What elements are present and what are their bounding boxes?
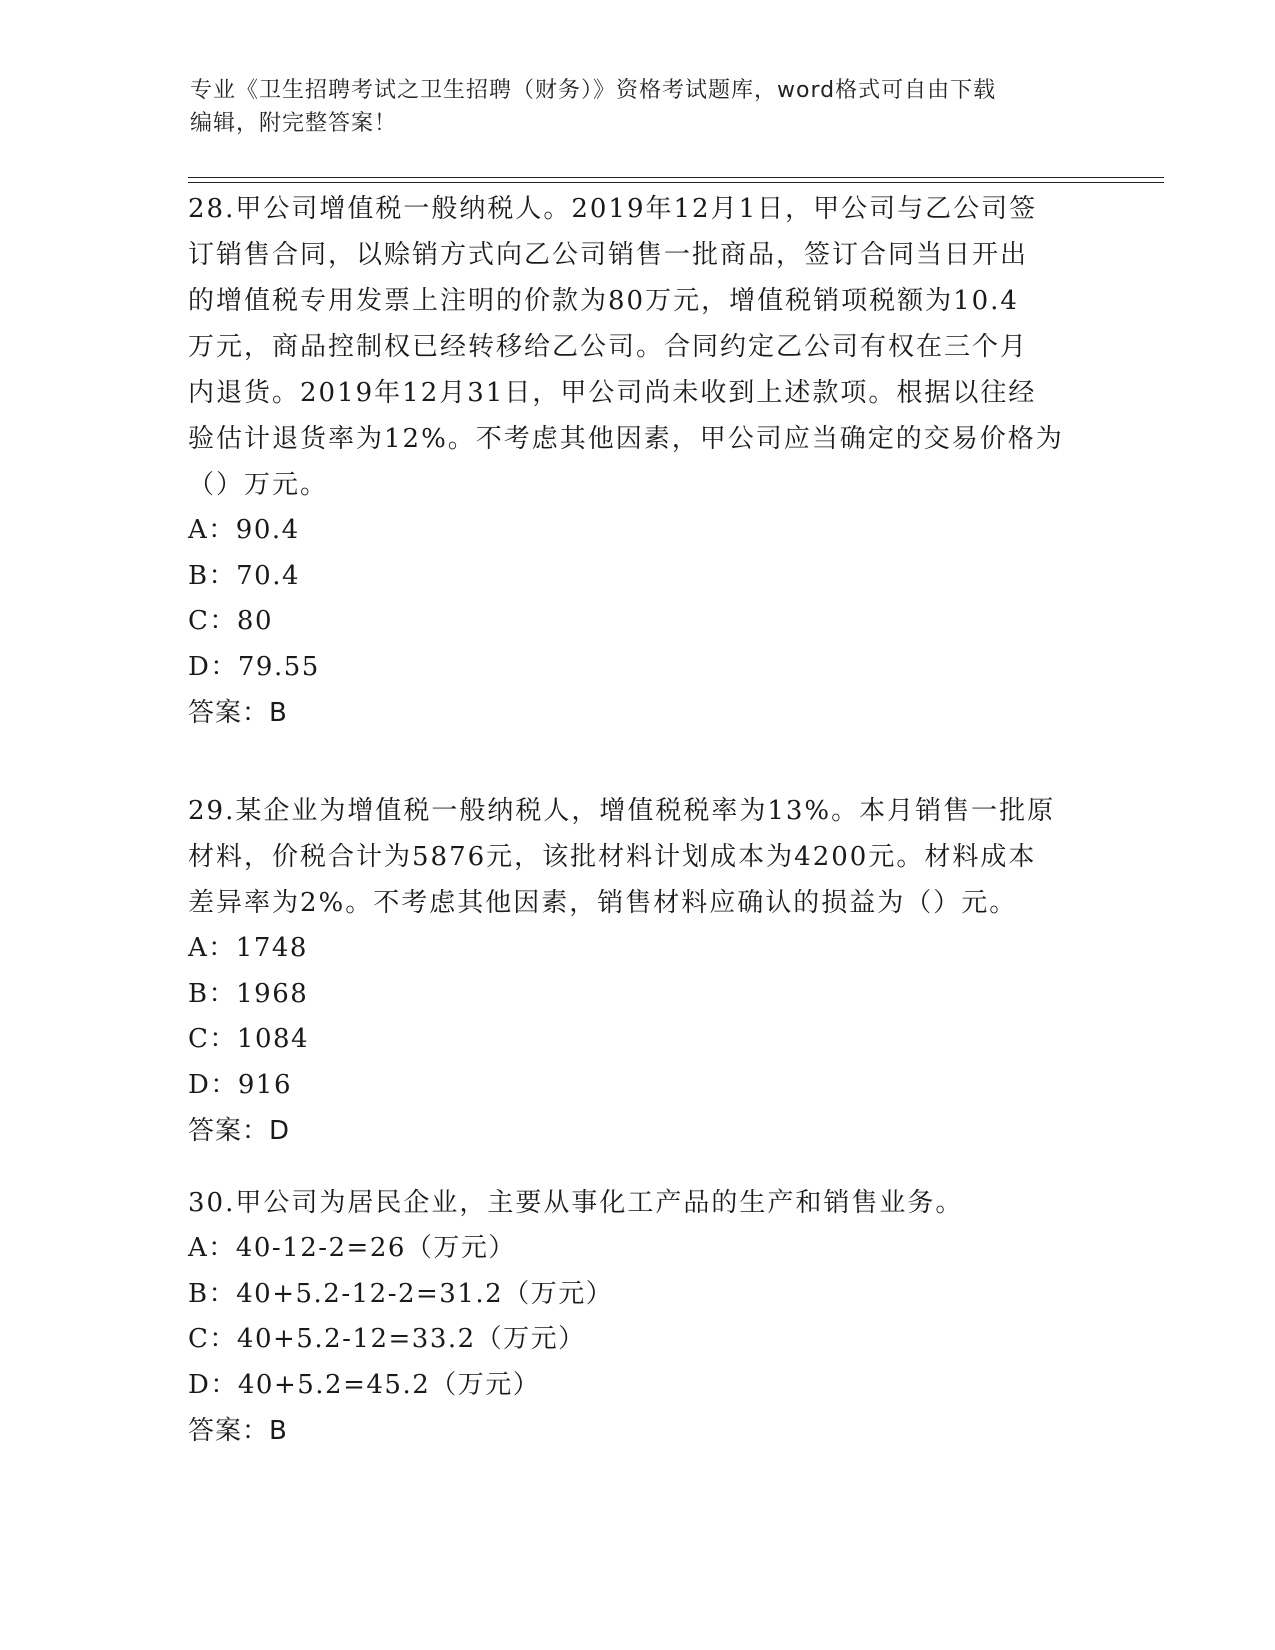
option-text: 1968	[236, 978, 309, 1009]
option-text: 40+5.2-12-2=31.2（万元）	[236, 1278, 614, 1309]
option-c	[188, 1017, 1088, 1063]
question-line: 28.甲公司增值税一般纳税人。2019年12月1日，甲公司与乙公司签	[188, 194, 1038, 224]
document-header	[190, 74, 1090, 140]
option-text: 79.55	[237, 651, 320, 682]
option-text: 70.4	[236, 560, 300, 591]
option-letter: D：	[188, 651, 238, 682]
option-d	[188, 645, 1088, 691]
option-text: 90.4	[235, 515, 300, 545]
option-a	[188, 926, 1088, 972]
option-b	[188, 972, 1088, 1018]
option-a	[188, 1226, 1088, 1272]
option-d	[188, 1063, 1088, 1109]
question-line: 差异率为2%。不考虑其他因素，销售材料应确认的损益为（）元。	[188, 888, 1018, 918]
question-line: 订销售合同，以赊销方式向乙公司销售一批商品，签订合同当日开出	[188, 240, 1029, 270]
option-letter: B：	[188, 978, 237, 1009]
option-text: 80	[236, 606, 273, 636]
question-28	[188, 186, 1088, 736]
option-text: 1748	[235, 933, 308, 963]
question-line: 万元，商品控制权已经转移给乙公司。合同约定乙公司有权在三个月	[188, 332, 1029, 362]
option-text: 916	[237, 1069, 292, 1100]
option-c	[188, 1317, 1088, 1363]
question-29	[188, 788, 1088, 1154]
option-letter: D：	[188, 1369, 238, 1400]
option-letter: A：	[188, 933, 236, 963]
option-letter: C：	[188, 1324, 237, 1354]
option-text: 40-12-2=26（万元）	[235, 1233, 516, 1263]
question-line: 内退货。2019年12月31日，甲公司尚未收到上述款项。根据以往经	[188, 378, 1037, 408]
question-30	[188, 1180, 1088, 1454]
question-line: 30.甲公司为居民企业，主要从事化工产品的生产和销售业务。	[188, 1188, 964, 1218]
question-line: 验估计退货率为12%。不考虑其他因素，甲公司应当确定的交易价格为	[188, 424, 1064, 454]
option-c	[188, 599, 1088, 645]
answer-line: 答案：D	[188, 1116, 291, 1146]
option-letter: B：	[188, 1278, 237, 1309]
header-line-1: 专业《卫生招聘考试之卫生招聘（财务）》资格考试题库，word格式可自由下载	[190, 78, 997, 103]
option-text: 1084	[236, 1024, 310, 1054]
question-line: 的增值税专用发票上注明的价款为80万元，增值税销项税额为10.4	[188, 286, 1019, 316]
option-letter: B：	[188, 560, 237, 591]
option-letter: C：	[188, 606, 237, 636]
header-line-2: 编辑，附完整答案！	[190, 111, 398, 136]
header-divider-top	[188, 177, 1164, 178]
question-line: 29.某企业为增值税一般纳税人，增值税税率为13%。本月销售一批原	[188, 796, 1056, 826]
answer-line: 答案：B	[188, 698, 288, 728]
option-b	[188, 554, 1088, 600]
option-d	[188, 1363, 1088, 1409]
option-text: 40+5.2-12=33.2（万元）	[236, 1324, 586, 1354]
option-letter: A：	[188, 1233, 236, 1263]
option-letter: A：	[188, 515, 236, 545]
option-letter: D：	[188, 1069, 238, 1100]
option-b	[188, 1272, 1088, 1318]
option-text: 40+5.2=45.2（万元）	[237, 1369, 541, 1400]
question-line: （）万元。	[188, 470, 329, 500]
option-letter: C：	[188, 1024, 237, 1054]
option-a	[188, 508, 1088, 554]
question-line: 材料，价税合计为5876元，该批材料计划成本为4200元。材料成本	[188, 842, 1037, 872]
answer-line: 答案：B	[188, 1416, 288, 1446]
header-divider-bottom	[188, 182, 1164, 183]
